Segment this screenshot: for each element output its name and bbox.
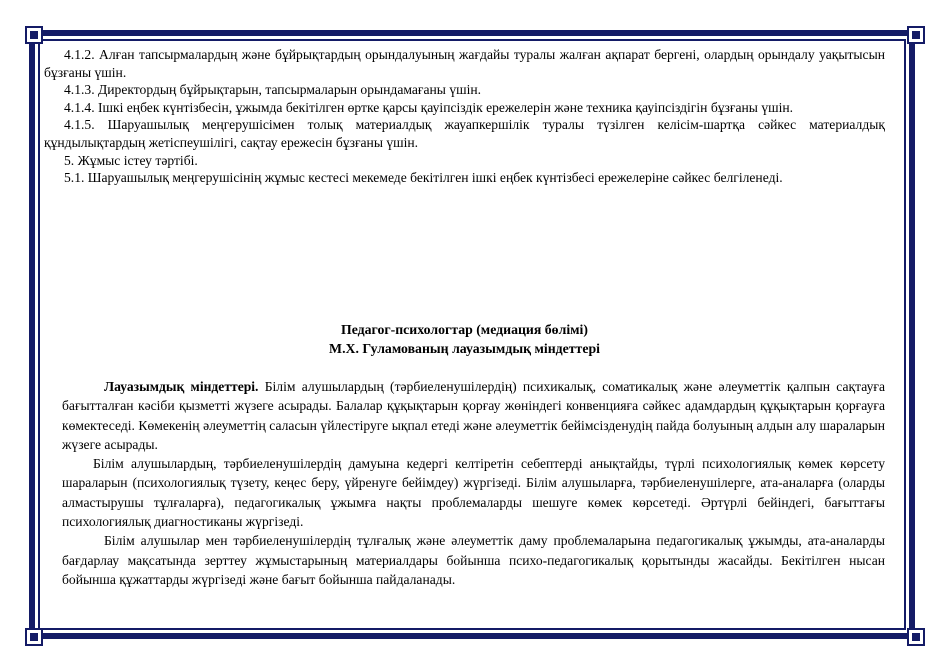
section-title-line1: Педагог-психологтар (медиация бөлімі) (341, 322, 588, 337)
paragraph-4-1-2: 4.1.2. Алған тапсырмалардың және бұйрықтардың орындалуының жағдайы туралы жалған ақпарат бергені, олардың орындалу уақытысын бұзғаны үшін. (44, 47, 885, 80)
paragraph-5-1: 5.1. Шаруашылық меңгерушісінің жұмыс кестесі мекемеде бекітілген ішкі еңбек күнтізбесі ережелеріне сәйкес белгіленеді. (64, 170, 783, 186)
paragraph-4-1-3: 4.1.3. Директордың бұйрықтарын, тапсырмаларын орындамағаны үшін. (64, 82, 482, 98)
section-5-heading: 5. Жұмыс істеу тәртібі. (64, 152, 198, 168)
corner-ornament (25, 628, 43, 646)
corner-ornament (907, 26, 925, 44)
duties-paragraph-2: Білім алушылардың, тәрбиеленушілердің дамуына кедергі келтіретін себептерді анықтайды, түрлі психологиялық көмек көрсету шараларын (психологиялық түзету, кеңес беру, үйренуге бейімдеу) жүргізеді. Білім алушыларға, тәрбиеленушілерге, ата-аналарға (оларды алмастырушы тұлғаларға), педагогикалық ұжымға нақты проблемаларды шешуге көмек көрсетеді. Әртүрлі бейіндегі, бағыттағы психологиялық диагностиканы жүргізеді. (62, 456, 885, 530)
duties-paragraph-3: Білім алушылар мен тәрбиеленушілердің тұлғалық және әлеуметтік даму проблемаларына педагогикалық ұжымды, ата-аналарды бағдарлау мақсатында зерттеу жұмыстарының материалдары бойынша психо-педагогикалық қорытынды жасайды. Бекітілген нысан бойынша құжаттарды жүргізеді және бағыт бойынша пайдаланады. (62, 533, 885, 587)
duties-lead: Лауазымдық міндеттері. (104, 379, 259, 394)
paragraph-4-1-5: 4.1.5. Шаруашылық меңгерушісімен толық материалдық жауапкершілік туралы түзілген келісім-шартқа сәйкес материалдық құндылықтардың жетіспеушілігі, сақтау ережесін бұзғаны үшін. (44, 117, 885, 150)
duties-section (62, 377, 885, 589)
corner-ornament (25, 26, 43, 44)
duties-paragraph-1 (62, 377, 885, 454)
section-title (44, 320, 885, 358)
top-section (44, 46, 885, 187)
section-title-line2: М.Х. Гуламованың лауазымдық міндеттері (329, 341, 600, 356)
paragraph-4-1-4: 4.1.4. Ішкі еңбек күнтізбесін, ұжымда бекітілген өртке қарсы қауіпсіздік ережелерін және техника қауіпсіздігін бұзғаны үшін. (64, 99, 794, 115)
corner-ornament (907, 628, 925, 646)
duties-paragraph-1-text: Білім алушылардың (тәрбиеленушілердің) психикалық, соматикалық және әлеуметтік қалпын сақтауға бағытталған кәсіби қызметті жүзеге асырады. Балалар құқықтарын қорғау жөніндегі конвенцияға сәйкес адамдардың құқықтарын қорғауға көмектеседі. Көмекенің әлеуметтің саласын үйлестіруге ықпал етеді және әлеуметтік бейімсізденудің пайда болуының алдын алу шараларын жүзеге асырады. (62, 379, 885, 452)
